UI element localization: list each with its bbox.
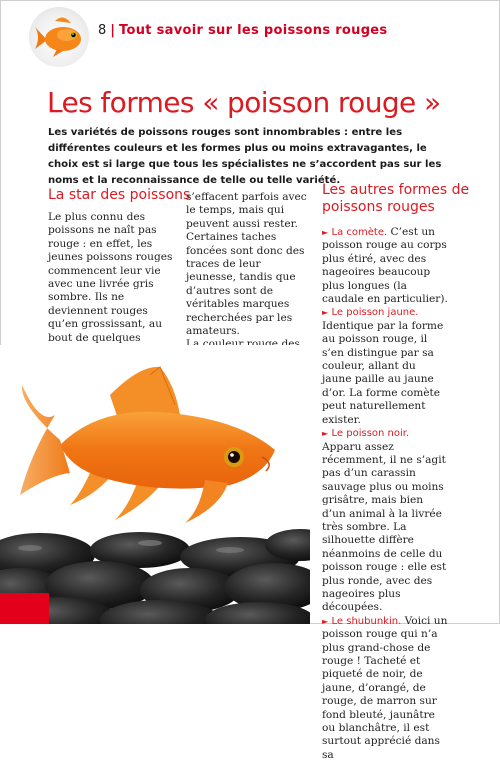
entry-text: Voici un poisson rouge qui n’a plus grand-chose de rouge ! Tacheté et piqueté de noir, de jaune, d’orangé, de rouge, de marron sur fond bleuté, jaunâtre ou blanchâtre, il est surtout apprécié dans sa — [322, 614, 448, 761]
paragraph: s’effacent parfois avec le temps, mais qui peuvent aussi rester. Certaines taches foncées sont donc des traces de leur jeunesse, tandis que d’autres sont de véritables marques recherchées par les amateurs. — [186, 191, 307, 338]
goldfish-photo — [0, 345, 310, 624]
triangle-right-icon: ► — [322, 228, 329, 237]
triangle-right-icon: ► — [322, 616, 329, 626]
entry-text: Identique par la forme au poisson rouge, il s’en distingue par sa couleur, allant du jaune paille au jaune d’or. La forme comète peut naturellement exister. — [322, 319, 444, 426]
section-heading-formes: Les autres formes de poissons rouges — [322, 182, 470, 215]
triangle-right-icon: ► — [322, 308, 329, 318]
page-title: Les formes « poisson rouge » — [47, 86, 441, 119]
list-item — [322, 427, 448, 615]
running-header — [98, 23, 387, 38]
page-number: 8 — [98, 23, 107, 38]
entry-term: La comète. — [331, 227, 388, 238]
list-item — [322, 226, 448, 306]
list-item — [322, 615, 448, 762]
entry-text: C’est un poisson rouge au corps plus étiré, avec des nageoires beaucoup plus longues (la caudale en particulier). — [322, 226, 448, 306]
entry-text: Apparu assez récemment, il ne s’agit pas d’un carassin sauvage plus ou moins grisâtre, mais bien d’un animal à la livrée très sombre. La silhouette diffère néanmoins de celle du poisson rouge : elle est plus ronde, avec des nageoires plus découpées. — [322, 440, 447, 614]
goldfish — [20, 367, 275, 523]
column-3 — [322, 226, 448, 762]
header-separator: | — [110, 23, 116, 38]
red-corner-marker — [0, 593, 49, 624]
section-heading-star: La star des poissons — [48, 187, 191, 203]
entry-term: Le poisson noir. — [331, 428, 410, 440]
paragraph: Le plus connu des poissons ne naît pas rouge : en effet, les jeunes poissons rouges commencent leur vie avec une livrée gris sombre. Ils ne deviennent rouges qu’en grossissant, au bout de quelques — [48, 211, 173, 344]
triangle-right-icon: ► — [322, 429, 329, 439]
list-item — [322, 306, 448, 427]
goldfish-thumbnail — [29, 7, 89, 67]
entry-term: Le poisson jaune. — [331, 307, 419, 319]
running-title: Tout savoir sur les poissons rouges — [119, 23, 388, 38]
entry-term: Le shubunkin. — [331, 615, 402, 627]
intro-paragraph: Les variétés de poissons rouges sont innombrables : entre les différentes couleurs et les formes plus ou moins extravagantes, le choix est si large que tous les spécialistes ne s’accordent pas sur les noms et la reconnaissance de telle ou telle variété. — [48, 127, 442, 186]
